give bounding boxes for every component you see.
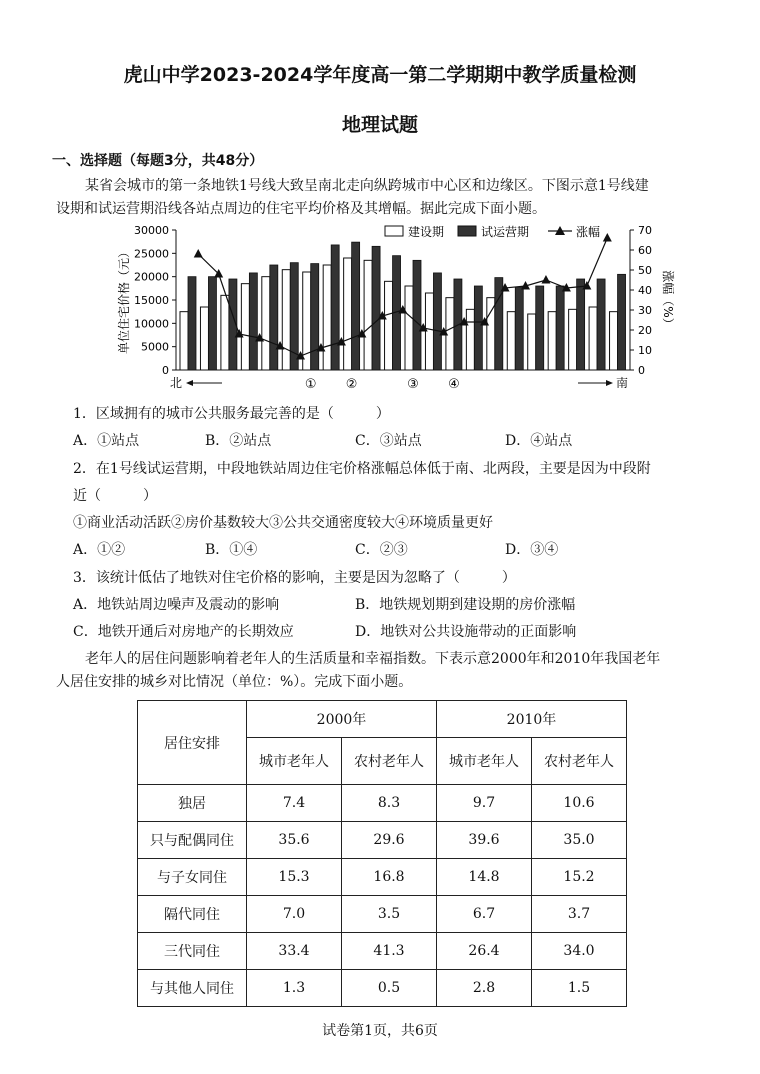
table-row [138, 970, 627, 1007]
col-header: 农村老年人 [532, 738, 627, 785]
y-tick-label: 5000 [141, 340, 169, 354]
table-row [138, 859, 627, 896]
north-arrow-head [186, 380, 193, 386]
legend-label-increase: 涨幅 [576, 225, 601, 239]
bar-trial [331, 245, 339, 370]
bar-construction [466, 309, 474, 370]
table-cell: 33.4 [247, 933, 342, 970]
row-label: 隔代同住 [138, 896, 247, 933]
year-header-2010: 2010年 [437, 701, 627, 738]
y2-tick-label: 40 [638, 284, 652, 297]
bar-construction [200, 307, 208, 370]
y-axis-label: 单位住宅价格（元） [117, 245, 131, 355]
table-row [138, 822, 627, 859]
north-label: 北 [169, 376, 183, 390]
table-cell: 2.8 [437, 970, 532, 1007]
table-cell: 3.5 [342, 896, 437, 933]
bar-construction [282, 270, 290, 370]
bar-trial [249, 273, 257, 370]
bar-trial [597, 279, 605, 370]
q3-stem: 3．该统计低估了地铁对住宅价格的影响，主要是因为忽略了（ ） [73, 570, 516, 586]
increase-point [603, 233, 612, 242]
station-marker-label: ④ [448, 377, 460, 392]
q1-stem: 1．区域拥有的城市公共服务最完善的是（ ） [73, 406, 390, 422]
y-tick-label: 20000 [134, 270, 169, 284]
y2-tick-label: 60 [638, 244, 652, 257]
table-cell: 35.6 [247, 822, 342, 859]
bar-trial [556, 286, 564, 370]
passage1-line2: 设期和试运营期沿线各站点周边的住宅平均价格及其增幅。据此完成下面小题。 [56, 201, 546, 217]
col-header: 城市老年人 [247, 738, 342, 785]
bar-trial [311, 264, 319, 370]
table-cell: 1.3 [247, 970, 342, 1007]
y2-tick-label: 50 [638, 264, 652, 277]
station-marker-label: ① [304, 377, 317, 392]
q2-items: ①商业活动活跃②房价基数较大③公共交通密度较大④环境质量更好 [73, 515, 493, 531]
bar-construction [364, 260, 372, 370]
passage2-line1: 老年人的居住问题影响着老年人的生活质量和幸福指数。下表示意2000年和2010年我国老年 [85, 651, 661, 667]
page-footer: 试卷第1页，共6页 [322, 1023, 438, 1039]
year-header-2000: 2000年 [247, 701, 437, 738]
bar-trial [433, 273, 441, 370]
q3-option-a: A．地铁站周边噪声及震动的影响 [73, 597, 280, 613]
table-row [138, 785, 627, 822]
table-row [138, 896, 627, 933]
table-cell: 41.3 [342, 933, 437, 970]
table-header-row [138, 701, 627, 738]
bar-construction [405, 286, 413, 370]
bar-construction [589, 307, 597, 370]
y-tick-label: 25000 [134, 247, 169, 261]
bar-construction [221, 295, 229, 370]
col-header: 农村老年人 [342, 738, 437, 785]
row-label: 只与配偶同住 [138, 822, 247, 859]
table-corner-header: 居住安排 [138, 701, 247, 785]
bar-trial [618, 274, 626, 370]
y-tick-label: 30000 [134, 224, 169, 237]
bar-trial [372, 246, 380, 370]
section-heading: 一、选择题（每题3分，共48分） [52, 153, 264, 169]
q3-option-c: C．地铁开通后对房地产的长期效应 [73, 624, 294, 640]
row-label: 三代同住 [138, 933, 247, 970]
chart-legend [385, 224, 600, 239]
bar-trial [413, 260, 421, 370]
table-cell: 7.0 [247, 896, 342, 933]
table-cell: 15.2 [532, 859, 627, 896]
y2-tick-label: 10 [638, 344, 652, 357]
bar-construction [487, 298, 495, 370]
bar-trial [208, 277, 216, 370]
bar-trial [474, 286, 482, 370]
bar-construction [344, 258, 352, 370]
q2-option-c: C．②③ [355, 542, 408, 558]
q2-option-a: A．①② [73, 542, 126, 558]
table-cell: 39.6 [437, 822, 532, 859]
table-cell: 14.8 [437, 859, 532, 896]
table-cell: 34.0 [532, 933, 627, 970]
q1-option-a: A．①站点 [73, 433, 140, 449]
south-label: 南 [615, 376, 629, 390]
row-label: 与子女同住 [138, 859, 247, 896]
bar-construction [241, 284, 249, 370]
bar-construction [610, 312, 618, 370]
passage2-line2: 人居住安排的城乡对比情况（单位：%）。完成下面小题。 [56, 674, 413, 690]
legend-label-construction: 建设期 [408, 225, 445, 239]
bar-trial [515, 287, 523, 370]
bar-construction [262, 277, 270, 370]
table-cell: 9.7 [437, 785, 532, 822]
bar-trial [577, 279, 585, 370]
bar-construction [323, 265, 331, 370]
row-label: 与其他人同住 [138, 970, 247, 1007]
station-marker-label: ③ [407, 377, 419, 392]
bar-construction [385, 281, 393, 370]
bar-construction [180, 312, 188, 370]
south-arrow-head [606, 380, 613, 386]
table-cell: 3.7 [532, 896, 627, 933]
passage1-line1: 某省会城市的第一条地铁1号线大致呈南北走向纵跨城市中心区和边缘区。下图示意1号线建 [85, 178, 649, 194]
q3-option-d: D．地铁对公共设施带动的正面影响 [355, 624, 577, 640]
q3-option-b: B．地铁规划期到建设期的房价涨幅 [355, 597, 576, 613]
y-tick-label: 0 [162, 364, 169, 377]
y2-tick-label: 30 [638, 304, 652, 317]
y2-tick-label: 70 [638, 224, 652, 237]
table-cell: 16.8 [342, 859, 437, 896]
table-cell: 8.3 [342, 785, 437, 822]
y2-axis-label: 涨幅（%） [661, 270, 675, 330]
y-tick-label: 10000 [134, 317, 169, 331]
q2-stem-line2: 近（ ） [73, 488, 157, 504]
table-cell: 35.0 [532, 822, 627, 859]
bar-construction [528, 314, 536, 370]
table-cell: 0.5 [342, 970, 437, 1007]
legend-label-trial: 试运营期 [481, 225, 530, 239]
legend-swatch-trial [458, 226, 476, 236]
q1-option-d: D．④站点 [505, 433, 573, 449]
exam-title: 虎山中学2023-2024学年度高一第二学期期中教学质量检测 [123, 64, 637, 86]
legend-swatch-construction [385, 226, 403, 236]
bar-construction [507, 312, 515, 370]
table-cell: 15.3 [247, 859, 342, 896]
row-label: 独居 [138, 785, 247, 822]
table-row [138, 933, 627, 970]
table-cell: 6.7 [437, 896, 532, 933]
q1-option-c: C．③站点 [355, 433, 422, 449]
bar-trial [536, 286, 544, 370]
y2-tick-label: 0 [638, 364, 645, 377]
exam-subtitle: 地理试题 [341, 114, 418, 136]
increase-point [541, 275, 550, 284]
q2-option-d: D．③④ [505, 542, 559, 558]
table-cell: 7.4 [247, 785, 342, 822]
y2-tick-label: 20 [638, 324, 652, 337]
y-tick-label: 15000 [134, 294, 169, 307]
bar-trial [352, 242, 360, 370]
table-cell: 26.4 [437, 933, 532, 970]
bar-construction [548, 312, 556, 370]
table-cell: 1.5 [532, 970, 627, 1007]
housing-price-chart [0, 218, 760, 393]
q2-option-b: B．①④ [205, 542, 258, 558]
q1-option-b: B．②站点 [205, 433, 272, 449]
q2-stem-line1: 2．在1号线试运营期，中段地铁站周边住宅价格涨幅总体低于南、北两段，主要是因为中段附 [73, 461, 651, 477]
bar-construction [569, 309, 577, 370]
bar-trial [270, 265, 278, 370]
increase-point [194, 249, 203, 258]
table-cell: 29.6 [342, 822, 437, 859]
station-marker-label: ② [345, 377, 358, 392]
col-header: 城市老年人 [437, 738, 532, 785]
elderly-living-table [137, 700, 627, 1007]
bar-trial [188, 277, 196, 370]
table-cell: 10.6 [532, 785, 627, 822]
